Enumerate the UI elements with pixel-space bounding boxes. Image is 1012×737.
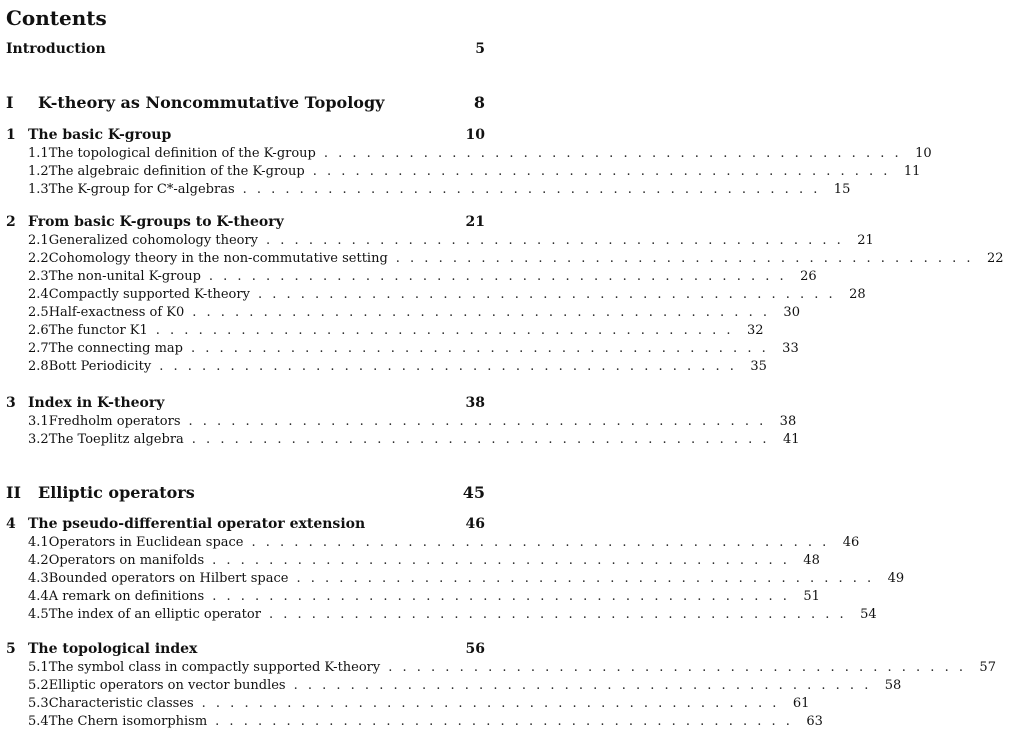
section-title: The functor K1 [48,323,148,338]
toc-chapter-2[interactable] [0,214,493,232]
section-page: 63 [806,714,823,729]
part-number: I [6,93,14,112]
section-title: The symbol class in compactly supported K-theory [48,660,381,675]
toc-part-2[interactable] [0,483,493,501]
dot-leader: . . . . . . . . . . . . . . . . . . . . . . . . . . . . . . . . . . . . . . . . . [201,696,780,711]
section-number: 5.1 [28,660,49,675]
part-title: K-theory as Noncommutative Topology [38,93,385,112]
section-page: 30 [783,305,800,320]
toc-section-2-2[interactable] [0,251,1004,269]
section-page: 28 [849,287,866,302]
part-title: Elliptic operators [38,483,195,502]
section-number: 4.3 [28,571,49,586]
toc-section-4-1[interactable] [0,535,860,553]
section-title: The Chern isomorphism [48,714,208,729]
section-title: Elliptic operators on vector bundles [48,678,286,693]
part-number: II [6,483,21,502]
section-number: 2.4 [28,287,49,302]
toc-section-5-3[interactable] [0,696,810,714]
section-title: Cohomology theory in the non-commutative setting [48,251,388,266]
toc-section-5-1[interactable] [0,660,996,678]
toc-section-1-1[interactable] [0,146,932,164]
section-number: 2.7 [28,341,49,356]
toc-section-2-5[interactable] [0,305,800,323]
section-title: The Toeplitz algebra [48,432,184,447]
dot-leader: . . . . . . . . . . . . . . . . . . . . . . . . . . . . . . . . . . . . . . . . . [266,233,844,248]
section-title: The algebraic definition of the K-group [48,164,305,179]
section-number: 5.4 [28,714,49,729]
dot-leader: . . . . . . . . . . . . . . . . . . . . . . . . . . . . . . . . . . . . . . . . . [212,553,790,568]
section-title: Generalized cohomology theory [48,233,259,248]
section-title: The connecting map [48,341,183,356]
chapter-title: The basic K-group [28,127,172,143]
section-number: 4.1 [28,535,49,550]
dot-leader: . . . . . . . . . . . . . . . . . . . . . . . . . . . . . . . . . . . . . . . . . [188,414,767,429]
section-title: Bounded operators on Hilbert space [48,571,289,586]
section-number: 4.2 [28,553,49,568]
toc-chapter-5[interactable] [0,641,493,659]
chapter-number: 4 [6,516,16,532]
toc-section-3-2[interactable] [0,432,800,450]
section-page: 15 [833,182,851,197]
section-title: Operators on manifolds [48,553,205,568]
section-page: 10 [915,146,932,161]
chapter-title: The topological index [28,641,198,657]
section-number: 4.4 [28,589,49,604]
section-title: The index of an elliptic operator [48,607,261,622]
toc-part-1[interactable] [0,93,493,111]
toc-chapter-3[interactable] [0,395,493,413]
section-number: 2.3 [28,269,49,284]
chapter-page: 56 [465,641,485,657]
dot-leader: . . . . . . . . . . . . . . . . . . . . . . . . . . . . . . . . . . . . . . . . . [215,714,793,729]
dot-leader: . . . . . . . . . . . . . . . . . . . . . . . . . . . . . . . . . . . . . . . . . [296,571,875,586]
chapter-page: 10 [465,127,485,143]
toc-section-1-3[interactable] [0,182,851,200]
chapter-title: From basic K-groups to K-theory [28,214,284,230]
chapter-number: 1 [6,127,16,143]
section-page: 21 [857,233,874,248]
dot-leader: . . . . . . . . . . . . . . . . . . . . . . . . . . . . . . . . . . . . . . . . . [257,287,836,302]
dot-leader: . . . . . . . . . . . . . . . . . . . . . . . . . . . . . . . . . . . . . . . . . [312,164,891,179]
dot-leader: . . . . . . . . . . . . . . . . . . . . . . . . . . . . . . . . . . . . . . . . . [293,678,872,693]
dot-leader: . . . . . . . . . . . . . . . . . . . . . . . . . . . . . . . . . . . . . . . . . [388,660,966,675]
dot-leader: . . . . . . . . . . . . . . . . . . . . . . . . . . . . . . . . . . . . . . . . . [191,432,770,447]
section-page: 46 [842,535,860,550]
chapter-number: 2 [6,214,16,230]
section-page: 11 [903,164,921,179]
chapter-number: 3 [6,395,16,411]
section-title: A remark on definitions [48,589,205,604]
section-number: 2.8 [28,359,49,374]
dot-leader: . . . . . . . . . . . . . . . . . . . . . . . . . . . . . . . . . . . . . . . . . [192,305,770,320]
section-title: The K-group for C*-algebras [48,182,235,197]
section-number: 3.1 [28,414,49,429]
section-number: 1.1 [28,146,49,161]
part-page: 8 [473,93,485,112]
toc-section-5-4[interactable] [0,714,823,732]
dot-leader: . . . . . . . . . . . . . . . . . . . . . . . . . . . . . . . . . . . . . . . . . [191,341,769,356]
section-page: 41 [782,432,800,447]
dot-leader: . . . . . . . . . . . . . . . . . . . . . . . . . . . . . . . . . . . . . . . . . [251,535,830,550]
toc-section-5-2[interactable] [0,678,902,696]
toc-section-4-4[interactable] [0,589,820,607]
dot-leader: . . . . . . . . . . . . . . . . . . . . . . . . . . . . . . . . . . . . . . . . . [159,359,737,374]
section-title: Half-exactness of K0 [48,305,185,320]
section-page: 26 [800,269,817,284]
toc-chapter-1[interactable] [0,127,493,145]
section-page: 58 [884,678,902,693]
section-page: 51 [803,589,820,604]
section-title: The non-unital K-group [48,269,201,284]
part-page: 45 [462,483,485,502]
chapter-number: 5 [6,641,16,657]
toc-chapter-4[interactable] [0,516,493,534]
toc-section-4-5[interactable] [0,607,877,625]
dot-leader: . . . . . . . . . . . . . . . . . . . . . . . . . . . . . . . . . . . . . . . . . [212,589,790,604]
chapter-title: Index in K-theory [28,395,165,411]
toc-section-2-1[interactable] [0,233,874,251]
toc-section-2-4[interactable] [0,287,866,305]
section-page: 57 [979,660,996,675]
toc-section-2-7[interactable] [0,341,799,359]
section-title: Bott Periodicity [48,359,152,374]
toc-section-4-3[interactable] [0,571,905,589]
toc-entry-introduction[interactable] [0,41,493,59]
section-number: 2.2 [28,251,49,266]
chapter-page: 46 [465,516,485,532]
dot-leader: . . . . . . . . . . . . . . . . . . . . . . . . . . . . . . . . . . . . . . . . . [323,146,902,161]
section-page: 49 [887,571,905,586]
chapter-title: The pseudo-differential operator extension [28,516,366,532]
section-page: 48 [803,553,820,568]
chapter-page: 21 [465,214,485,230]
entry-page: 5 [475,41,485,57]
section-page: 22 [986,251,1004,266]
toc-section-2-8[interactable] [0,359,767,377]
toc-section-3-1[interactable] [0,414,797,432]
chapter-page: 38 [465,395,485,411]
section-number: 5.3 [28,696,49,711]
section-number: 4.5 [28,607,49,622]
section-page: 38 [779,414,797,429]
section-number: 3.2 [28,432,49,447]
dot-leader: . . . . . . . . . . . . . . . . . . . . . . . . . . . . . . . . . . . . . . . . . [395,251,974,266]
section-title: Characteristic classes [48,696,194,711]
section-number: 1.2 [28,164,49,179]
section-number: 5.2 [28,678,49,693]
dot-leader: . . . . . . . . . . . . . . . . . . . . . . . . . . . . . . . . . . . . . . . . . [268,607,847,622]
section-page: 35 [750,359,767,374]
toc-section-2-3[interactable] [0,269,817,287]
section-page: 33 [782,341,799,356]
section-title: Fredholm operators [48,414,181,429]
toc-section-1-2[interactable] [0,164,921,182]
section-title: The topological definition of the K-group [48,146,316,161]
section-number: 1.3 [28,182,49,197]
dot-leader: . . . . . . . . . . . . . . . . . . . . . . . . . . . . . . . . . . . . . . . . . [208,269,787,284]
section-title: Operators in Euclidean space [48,535,244,550]
section-title: Compactly supported K-theory [48,287,250,302]
section-number: 2.6 [28,323,49,338]
section-number: 2.1 [28,233,49,248]
section-page: 61 [792,696,810,711]
toc-section-4-2[interactable] [0,553,820,571]
section-page: 32 [746,323,764,338]
section-page: 54 [860,607,877,622]
section-number: 2.5 [28,305,49,320]
dot-leader: . . . . . . . . . . . . . . . . . . . . . . . . . . . . . . . . . . . . . . . . . [242,182,821,197]
contents-heading: Contents [6,6,107,30]
entry-title: Introduction [6,41,106,57]
dot-leader: . . . . . . . . . . . . . . . . . . . . . . . . . . . . . . . . . . . . . . . . . [155,323,734,338]
toc-section-2-6[interactable] [0,323,764,341]
